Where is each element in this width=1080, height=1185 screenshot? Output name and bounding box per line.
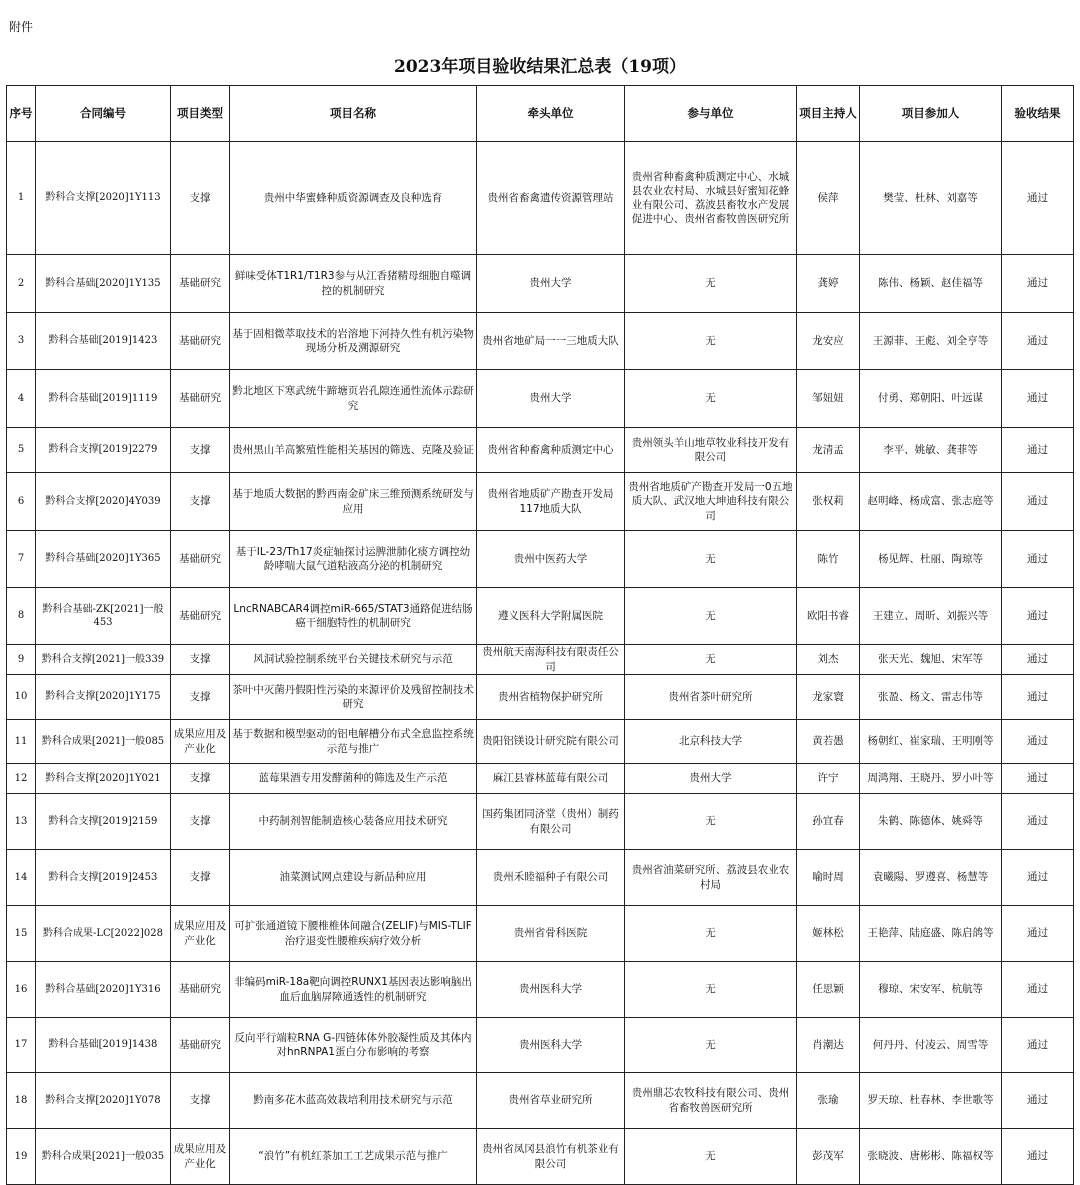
table-row — [7, 962, 1074, 1018]
cell-host: 姬林松 — [797, 906, 860, 962]
table-row — [7, 675, 1074, 720]
table-row — [7, 1073, 1074, 1129]
cell-no: 1 — [7, 142, 36, 255]
cell-members: 张晓波、唐彬彬、陈福权等 — [860, 1129, 1002, 1185]
table-row — [7, 1018, 1074, 1073]
cell-name: 中药制剂智能制造核心装备应用技术研究 — [230, 794, 477, 850]
header-type: 项目类型 — [171, 86, 230, 142]
cell-lead: 贵阳铝镁设计研究院有限公司 — [477, 720, 625, 764]
cell-members: 李平、姚敏、龚菲等 — [860, 428, 1002, 473]
cell-host: 黄若愚 — [797, 720, 860, 764]
cell-lead: 贵州省植物保护研究所 — [477, 675, 625, 720]
cell-members: 罗天琼、杜春林、李世歌等 — [860, 1073, 1002, 1129]
cell-host: 龙清孟 — [797, 428, 860, 473]
cell-name: 鲜味受体T1R1/T1R3参与从江香猪精母细胞自噬调控的机制研究 — [230, 255, 477, 313]
cell-no: 2 — [7, 255, 36, 313]
table-row — [7, 255, 1074, 313]
cell-name: 基于固相微萃取技术的岩溶地下河持久性有机污染物现场分析及溯源研究 — [230, 313, 477, 370]
cell-contract: 黔科合基础[2020]1Y365 — [36, 531, 171, 588]
cell-result: 通过 — [1002, 850, 1074, 906]
cell-contract: 黔科合基础[2020]1Y316 — [36, 962, 171, 1018]
cell-name: 可扩张通道镜下腰椎椎体间融合(ZELIF)与MIS-TLIF治疗退变性腰椎疾病疗效分析 — [230, 906, 477, 962]
cell-name: “浪竹”有机红茶加工工艺成果示范与推广 — [230, 1129, 477, 1185]
cell-result: 通过 — [1002, 1018, 1074, 1073]
cell-name: 贵州中华蜜蜂种质资源调查及良种选育 — [230, 142, 477, 255]
cell-lead: 贵州中医药大学 — [477, 531, 625, 588]
cell-type: 成果应用及产业化 — [171, 1129, 230, 1185]
cell-contract: 黔科合支撑[2020]1Y021 — [36, 764, 171, 794]
cell-host: 邹妞妞 — [797, 370, 860, 428]
cell-host: 许宁 — [797, 764, 860, 794]
cell-lead: 贵州医科大学 — [477, 1018, 625, 1073]
cell-members: 赵明峰、杨成富、张志庭等 — [860, 473, 1002, 531]
cell-contract: 黔科合成果[2021]一般035 — [36, 1129, 171, 1185]
cell-partner: 无 — [625, 906, 797, 962]
table-row — [7, 1129, 1074, 1185]
table-row — [7, 370, 1074, 428]
cell-lead: 贵州医科大学 — [477, 962, 625, 1018]
table-row — [7, 764, 1074, 794]
cell-members: 王建立、周昕、刘振兴等 — [860, 588, 1002, 645]
cell-name: 贵州黑山羊高繁殖性能相关基因的筛选、克隆及验证 — [230, 428, 477, 473]
cell-partner: 无 — [625, 645, 797, 675]
cell-lead: 遵义医科大学附属医院 — [477, 588, 625, 645]
cell-lead: 国药集团同济堂（贵州）制药有限公司 — [477, 794, 625, 850]
cell-contract: 黔科合成果[2021]一般085 — [36, 720, 171, 764]
cell-no: 4 — [7, 370, 36, 428]
cell-result: 通过 — [1002, 962, 1074, 1018]
cell-host: 陈竹 — [797, 531, 860, 588]
cell-type: 基础研究 — [171, 370, 230, 428]
cell-no: 13 — [7, 794, 36, 850]
acceptance-results-table — [6, 85, 1074, 1185]
cell-partner: 贵州领头羊山地草牧业科技开发有限公司 — [625, 428, 797, 473]
cell-result: 通过 — [1002, 906, 1074, 962]
cell-partner: 北京科技大学 — [625, 720, 797, 764]
cell-type: 支撑 — [171, 850, 230, 906]
header-members: 项目参加人 — [860, 86, 1002, 142]
header-partner: 参与单位 — [625, 86, 797, 142]
cell-name: LncRNABCAR4调控miR-665/STAT3通路促进结肠癌干细胞特性的机制研究 — [230, 588, 477, 645]
header-lead: 牵头单位 — [477, 86, 625, 142]
cell-no: 12 — [7, 764, 36, 794]
cell-partner: 贵州鼎芯农牧科技有限公司、贵州省畜牧兽医研究所 — [625, 1073, 797, 1129]
cell-lead: 贵州大学 — [477, 370, 625, 428]
cell-result: 通过 — [1002, 764, 1074, 794]
cell-partner: 无 — [625, 531, 797, 588]
cell-members: 周鸿翔、王晓丹、罗小叶等 — [860, 764, 1002, 794]
cell-partner: 无 — [625, 1018, 797, 1073]
document-title: 2023年项目验收结果汇总表（19项） — [394, 57, 686, 77]
cell-contract: 黔科合支撑[2020]1Y175 — [36, 675, 171, 720]
cell-type: 支撑 — [171, 764, 230, 794]
table-row — [7, 531, 1074, 588]
cell-partner: 无 — [625, 1129, 797, 1185]
cell-members: 付勇、郑朝阳、叶远谋 — [860, 370, 1002, 428]
cell-lead: 贵州省种畜禽种质测定中心 — [477, 428, 625, 473]
table-row — [7, 313, 1074, 370]
cell-type: 基础研究 — [171, 1018, 230, 1073]
cell-no: 19 — [7, 1129, 36, 1185]
cell-name: 黔北地区下寒武统牛蹄塘页岩孔隙连通性流体示踪研究 — [230, 370, 477, 428]
cell-lead: 贵州禾睦福种子有限公司 — [477, 850, 625, 906]
cell-name: 油菜测试网点建设与新品种应用 — [230, 850, 477, 906]
cell-members: 樊莹、杜林、刘嘉等 — [860, 142, 1002, 255]
header-contract: 合同编号 — [36, 86, 171, 142]
cell-host: 龚婷 — [797, 255, 860, 313]
cell-name: 基于地质大数据的黔西南金矿床三维预测系统研发与应用 — [230, 473, 477, 531]
table-row — [7, 473, 1074, 531]
table-row — [7, 906, 1074, 962]
cell-name: 基于IL-23/Th17炎症轴探讨运脾泄肺化痰方调控幼龄哮喘大鼠气道粘液高分泌的机制研究 — [230, 531, 477, 588]
cell-result: 通过 — [1002, 370, 1074, 428]
table-row — [7, 850, 1074, 906]
cell-name: 蓝莓果酒专用发酵菌种的筛选及生产示范 — [230, 764, 477, 794]
cell-partner: 无 — [625, 313, 797, 370]
cell-contract: 黔科合支撑[2019]2159 — [36, 794, 171, 850]
cell-no: 3 — [7, 313, 36, 370]
header-no: 序号 — [7, 86, 36, 142]
cell-partner: 贵州省种畜禽种质测定中心、水城县农业农村局、水城县好蜜知花蜂业有限公司、荔波县畜牧水产发展促进中心、贵州省畜牧兽医研究所 — [625, 142, 797, 255]
cell-host: 欧阳书睿 — [797, 588, 860, 645]
cell-lead: 贵州省凤冈县浪竹有机茶业有限公司 — [477, 1129, 625, 1185]
cell-contract: 黔科合支撑[2019]2453 — [36, 850, 171, 906]
cell-members: 王源菲、王彪、刘全亨等 — [860, 313, 1002, 370]
cell-contract: 黔科合基础[2020]1Y135 — [36, 255, 171, 313]
cell-name: 风洞试验控制系统平台关键技术研究与示范 — [230, 645, 477, 675]
cell-no: 17 — [7, 1018, 36, 1073]
cell-name: 非编码miR-18a靶向调控RUNX1基因表达影响脑出血后血脑屏障通透性的机制研究 — [230, 962, 477, 1018]
cell-host: 龙家寰 — [797, 675, 860, 720]
cell-result: 通过 — [1002, 588, 1074, 645]
cell-name: 茶叶中灭菌丹假阳性污染的来源评价及残留控制技术研究 — [230, 675, 477, 720]
cell-contract: 黔科合基础[2019]1423 — [36, 313, 171, 370]
table-header-row — [7, 86, 1074, 142]
cell-result: 通过 — [1002, 1073, 1074, 1129]
table-row — [7, 588, 1074, 645]
cell-name: 基于数据和模型驱动的铝电解槽分布式全息监控系统示范与推广 — [230, 720, 477, 764]
cell-members: 陈伟、杨颖、赵佳福等 — [860, 255, 1002, 313]
cell-type: 成果应用及产业化 — [171, 906, 230, 962]
cell-host: 张权莉 — [797, 473, 860, 531]
cell-result: 通过 — [1002, 428, 1074, 473]
cell-name: 反向平行端粒RNA G-四链体体外胶凝性质及其体内对hnRNPA1蛋白分布影响的考察 — [230, 1018, 477, 1073]
cell-result: 通过 — [1002, 255, 1074, 313]
table-row — [7, 142, 1074, 255]
cell-host: 张瑜 — [797, 1073, 860, 1129]
cell-type: 支撑 — [171, 675, 230, 720]
cell-contract: 黔科合支撑[2020]1Y078 — [36, 1073, 171, 1129]
cell-lead: 贵州大学 — [477, 255, 625, 313]
cell-contract: 黔科合支撑[2020]4Y039 — [36, 473, 171, 531]
cell-result: 通过 — [1002, 720, 1074, 764]
cell-name: 黔南多花木蓝高效栽培利用技术研究与示范 — [230, 1073, 477, 1129]
cell-members: 杨见辉、杜丽、陶琼等 — [860, 531, 1002, 588]
cell-lead: 贵州省骨科医院 — [477, 906, 625, 962]
table-row — [7, 645, 1074, 675]
cell-type: 支撑 — [171, 1073, 230, 1129]
cell-host: 龙安应 — [797, 313, 860, 370]
cell-host: 肖潮达 — [797, 1018, 860, 1073]
cell-members: 张盈、杨文、雷志伟等 — [860, 675, 1002, 720]
header-name: 项目名称 — [230, 86, 477, 142]
cell-type: 基础研究 — [171, 255, 230, 313]
header-result: 验收结果 — [1002, 86, 1074, 142]
cell-host: 侯萍 — [797, 142, 860, 255]
cell-type: 基础研究 — [171, 588, 230, 645]
cell-partner: 无 — [625, 588, 797, 645]
cell-no: 9 — [7, 645, 36, 675]
cell-partner: 贵州大学 — [625, 764, 797, 794]
cell-members: 王艳萍、陆庭盛、陈启鸽等 — [860, 906, 1002, 962]
cell-host: 刘杰 — [797, 645, 860, 675]
cell-contract: 黔科合支撑[2021]一般339 — [36, 645, 171, 675]
cell-contract: 黔科合基础[2019]1438 — [36, 1018, 171, 1073]
cell-members: 张天光、魏旭、宋军等 — [860, 645, 1002, 675]
cell-result: 通过 — [1002, 142, 1074, 255]
cell-result: 通过 — [1002, 794, 1074, 850]
cell-contract: 黔科合基础[2019]1119 — [36, 370, 171, 428]
cell-host: 任思颖 — [797, 962, 860, 1018]
cell-members: 穆琼、宋安军、杭航等 — [860, 962, 1002, 1018]
table-row — [7, 720, 1074, 764]
cell-result: 通过 — [1002, 531, 1074, 588]
table-body — [7, 142, 1074, 1185]
cell-contract: 黔科合支撑[2020]1Y113 — [36, 142, 171, 255]
cell-type: 成果应用及产业化 — [171, 720, 230, 764]
table-row — [7, 428, 1074, 473]
cell-result: 通过 — [1002, 313, 1074, 370]
cell-result: 通过 — [1002, 473, 1074, 531]
cell-no: 8 — [7, 588, 36, 645]
cell-partner: 贵州省茶叶研究所 — [625, 675, 797, 720]
cell-partner: 贵州省地质矿产勘查开发局一0五地质大队、武汉地大坤迪科技有限公司 — [625, 473, 797, 531]
cell-lead: 贵州省畜禽遗传资源管理站 — [477, 142, 625, 255]
cell-type: 支撑 — [171, 428, 230, 473]
cell-members: 袁曦陽、罗遵喜、杨慧等 — [860, 850, 1002, 906]
cell-type: 支撑 — [171, 142, 230, 255]
cell-partner: 无 — [625, 370, 797, 428]
cell-members: 朱鹤、陈德体、姚舜等 — [860, 794, 1002, 850]
cell-lead: 贵州航天南海科技有限责任公司 — [477, 645, 625, 675]
cell-no: 15 — [7, 906, 36, 962]
cell-type: 支撑 — [171, 794, 230, 850]
cell-type: 支撑 — [171, 645, 230, 675]
cell-result: 通过 — [1002, 645, 1074, 675]
cell-no: 14 — [7, 850, 36, 906]
cell-partner: 贵州省油菜研究所、荔波县农业农村局 — [625, 850, 797, 906]
cell-no: 16 — [7, 962, 36, 1018]
cell-lead: 贵州省地矿局一一三地质大队 — [477, 313, 625, 370]
header-host: 项目主持人 — [797, 86, 860, 142]
cell-type: 支撑 — [171, 473, 230, 531]
cell-lead: 麻江县睿林蓝莓有限公司 — [477, 764, 625, 794]
cell-no: 7 — [7, 531, 36, 588]
cell-contract: 黔科合成果-LC[2022]028 — [36, 906, 171, 962]
cell-no: 6 — [7, 473, 36, 531]
cell-host: 喻时周 — [797, 850, 860, 906]
cell-members: 杨朝红、崔家瑞、王明刚等 — [860, 720, 1002, 764]
table-row — [7, 794, 1074, 850]
cell-contract: 黔科合基础-ZK[2021]一般453 — [36, 588, 171, 645]
cell-no: 18 — [7, 1073, 36, 1129]
cell-members: 何丹丹、付凌云、周雪等 — [860, 1018, 1002, 1073]
cell-lead: 贵州省草业研究所 — [477, 1073, 625, 1129]
cell-type: 基础研究 — [171, 531, 230, 588]
cell-result: 通过 — [1002, 675, 1074, 720]
cell-host: 彭茂军 — [797, 1129, 860, 1185]
attachment-label: 附件 — [9, 20, 34, 34]
cell-type: 基础研究 — [171, 313, 230, 370]
cell-contract: 黔科合支撑[2019]2279 — [36, 428, 171, 473]
cell-result: 通过 — [1002, 1129, 1074, 1185]
cell-partner: 无 — [625, 255, 797, 313]
cell-lead: 贵州省地质矿产勘查开发局117地质大队 — [477, 473, 625, 531]
cell-host: 孙宜春 — [797, 794, 860, 850]
cell-partner: 无 — [625, 794, 797, 850]
cell-no: 10 — [7, 675, 36, 720]
cell-partner: 无 — [625, 962, 797, 1018]
cell-type: 基础研究 — [171, 962, 230, 1018]
cell-no: 5 — [7, 428, 36, 473]
cell-no: 11 — [7, 720, 36, 764]
